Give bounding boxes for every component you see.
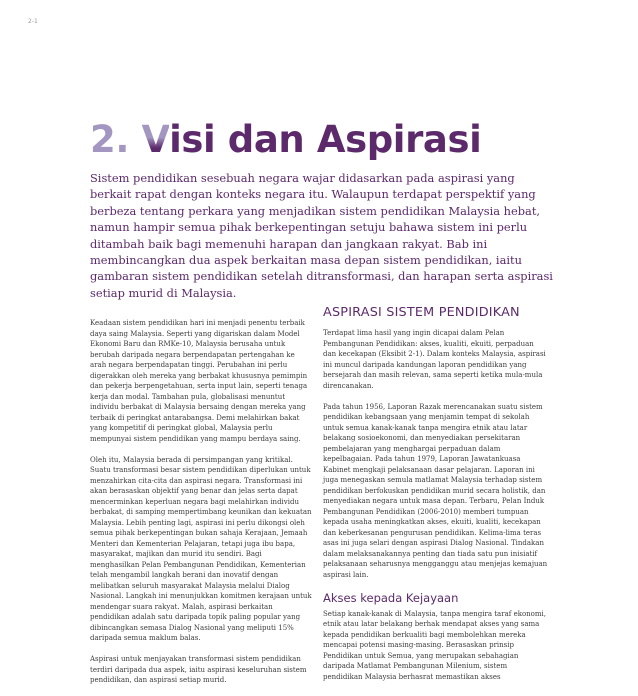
right-paragraph-1: Terdapat lima hasil yang ingin dicapai dalam Pelan Pembangunan Pendidikan: akses, kualiti, ekuiti, perpaduan dan kecekapan (Eksibit 2-1). Dalam konteks Malaysia, aspirasi ini muncul daripada kandungan laporan pendidikan yang bersejarah dan masih relevan, sama seperti ketika mula-mula direncanakan. (323, 329, 546, 390)
sub-paragraph: Setiap kanak-kanak di Malaysia, tanpa mengira taraf ekonomi, etnik atau latar belakang berhak mendapat akses yang sama kepada pendidikan berkualiti bagi membolehkan mereka mencapai potensi masing-masing. Berasaskan prinsip Pendidikan untuk Semua, yang merupakan sebahagian daripada Matlamat Pembangunan Milenium, sistem pendidikan Malaysia berhasrat memastikan akses (323, 609, 546, 681)
right-paragraph-2: Pada tahun 1956, Laporan Razak merencanakan suatu sistem pendidikan kebangsaan yang menjamin tempat di sekolah untuk semua kanak-kanak tanpa mengira etnik atau latar belakang sosioekonomi, dan menyediakan persekitaran pembelajaran yang menghargai perpaduan dalam kepelbagaian. Pada tahun 1979, Laporan Jawatankuasa Kabinet mengkaji pelaksanaan dasar pelajaran. Laporan ini juga menegaskan semula matlamat Malaysia terhadap sistem pendidikan berfokuskan pendidikan murid secara holistik, dan menyediakan negara untuk masa depan. Terbaru, Pelan Induk Pembangunan Pendidikan (2006-2010) memberi tumpuan kepada usaha meningkatkan akses, ekuiti, kualiti, kecekapan dan keberkesanan pengurusan pendidikan. Kelima-lima teras asas ini juga selari dengan aspirasi Dialog Nasional. Tindakan dalam melaksanakannya penting dan tiada satu pun inisiatif pelaksanaan seharusnya mengganggu atau menjejas kemajuan aspirasi lain. (323, 402, 548, 579)
page-number: 2-1 (28, 18, 38, 25)
section-heading: ASPIRASI SISTEM PENDIDIKAN (323, 305, 520, 320)
title-rest: isi dan Aspirasi (169, 118, 482, 161)
left-paragraph-2: Oleh itu, Malaysia berada di persimpangan yang kritikal. Suatu transformasi besar sistem pendidikan diperlukan untuk menzahirkan cita-cita dan aspirasi negara. Transformasi ini akan berasaskan objektif yang benar dan jelas serta dapat mencerminkan keperluan negara bagi melahirkan individu berbakat, di samping mempertimbang keunikan dan kekuatan Malaysia. Lebih penting lagi, aspirasi ini perlu dikongsi oleh semua pihak berkepentingan bukan sahaja Kerajaan, Jemaah Menteri dan Kementerian Pelajaran, tetapi juga ibu bapa, masyarakat, majikan dan murid itu sendiri. Bagi menghasilkan Pelan Pembangunan Pendidikan, Kementerian telah mengambil langkah berani dan inovatif dengan melibatkan seluruh masyarakat Malaysia melalui Dialog Nasional. Langkah ini menunjukkan komitmen kerajaan untuk mendengar suara rakyat. Malah, aspirasi berkaitan pendidikan adalah satu daripada topik paling popular yang dibincangkan semasa Dialog Nasional yang meliputi 15% daripada semua maklum balas. (90, 455, 312, 642)
title-first-letter: V (141, 118, 170, 161)
chapter-number: 2. (90, 118, 130, 161)
left-paragraph-1: Keadaan sistem pendidikan hari ini menjadi penentu terbaik daya saing Malaysia. Seperti yang digariskan dalam Model Ekonomi Baru dan RMKe-10, Malaysia berusaha untuk berubah daripada negara berpendapatan pertengahan ke arah negara berpendapatan tinggi. Perubahan ini perlu digerakkan oleh mereka yang berbakat khususnya pemimpin dan pekerja berpengetahuan, serta input lain, seperti tenaga kerja dan modal. Tambahan pula, globalisasi menuntut individu berbakat di Malaysia bersaing dengan mereka yang terbaik di peringkat antarabangsa. Demi melahirkan bakat yang kompetitif di peringkat global, Malaysia perlu mempunyai sistem pendidikan yang mampu berdaya saing. (90, 319, 308, 443)
left-column (90, 318, 313, 696)
chapter-title (90, 118, 481, 162)
right-column (323, 305, 548, 693)
sub-heading: Akses kepada Kejayaan (323, 590, 459, 605)
left-paragraph-3: Aspirasi untuk menjayakan transformasi sistem pendidikan terdiri daripada dua aspek, iaitu aspirasi keseluruhan sistem pendidikan, dan aspirasi setiap murid. (90, 655, 307, 684)
intro-paragraph: Sistem pendidikan sesebuah negara wajar didasarkan pada aspirasi yang berkait rapat dengan konteks negara itu. Walaupun terdapat perspektif yang berbeza tentang perkara yang menjadikan sistem pendidikan Malaysia hebat, namun hampir semua pihak berkepentingan setuju bahawa sistem ini perlu ditambah baik bagi memenuhi harapan dan jangkaan rakyat. Bab ini membincangkan dua aspek berkaitan masa depan sistem pendidikan, iaitu gambaran sistem pendidikan setelah ditransformasi, dan harapan serta aspirasi setiap murid di Malaysia. (90, 171, 553, 300)
